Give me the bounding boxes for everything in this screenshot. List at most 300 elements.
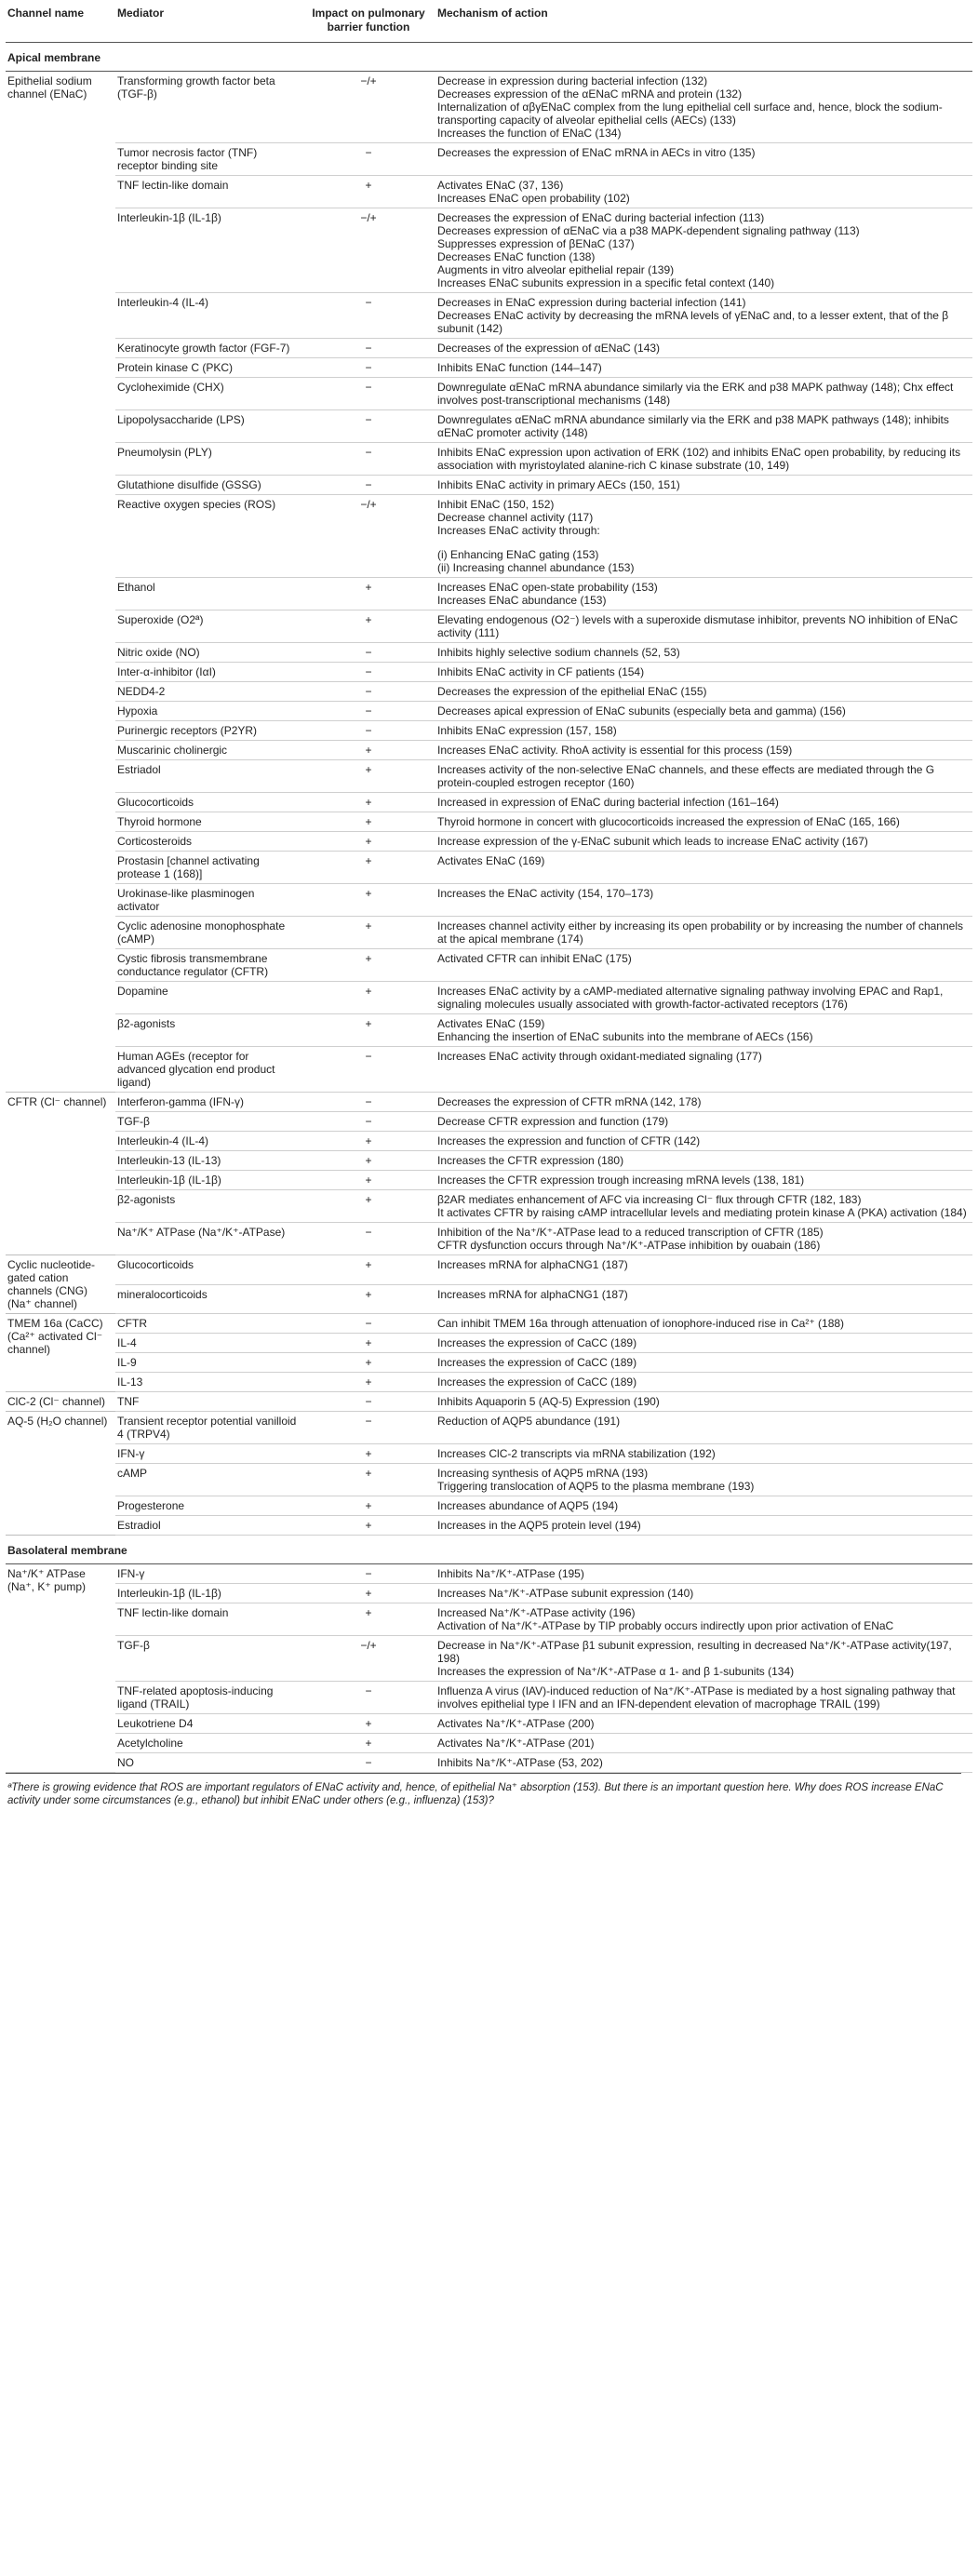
table-row	[6, 208, 972, 293]
mechanism-line: Inhibits ENaC expression upon activation of ERK (102) and inhibits ENaC open probability, by reducing its association with myristoylated alanine-rich C kinase substrate (10, 149)	[437, 446, 961, 472]
impact-cell: −	[305, 663, 435, 682]
mediator-cell: NEDD4-2	[115, 682, 305, 702]
table-row	[6, 495, 972, 578]
mechanism-line: Increases ENaC abundance (153)	[437, 594, 607, 607]
mechanism-cell	[435, 1444, 972, 1464]
table-row	[6, 476, 972, 495]
impact-cell: −	[305, 1093, 435, 1112]
table-row	[6, 1334, 972, 1353]
impact-cell: +	[305, 949, 435, 982]
mechanism-cell	[435, 682, 972, 702]
mechanism-line: Thyroid hormone in concert with glucocorticoids increased the expression of ENaC (165, 166)	[437, 815, 900, 828]
table-row	[6, 1464, 972, 1496]
table-row	[6, 1734, 972, 1753]
mechanism-line: (i) Enhancing ENaC gating (153)	[437, 548, 599, 561]
table-row	[6, 443, 972, 476]
mechanism-line: Decreases expression of the αENaC mRNA and protein (132)	[437, 87, 743, 101]
mechanism-cell	[435, 410, 972, 443]
mechanism-line: Increases ENaC activity. RhoA activity is essential for this process (159)	[437, 744, 793, 757]
mechanism-line: Increases ENaC activity through:	[437, 524, 600, 537]
mediator-cell: Leukotriene D4	[115, 1714, 305, 1734]
mediator-cell: Glucocorticoids	[115, 1255, 305, 1285]
mechanism-line: Decrease in expression during bacterial infection (132)	[437, 74, 708, 87]
table-row	[6, 1753, 972, 1773]
mediator-cell: cAMP	[115, 1464, 305, 1496]
header-channel: Channel name	[6, 0, 115, 43]
mediator-cell: Lipopolysaccharide (LPS)	[115, 410, 305, 443]
impact-cell: +	[305, 884, 435, 917]
impact-cell: −/+	[305, 208, 435, 293]
mechanism-cell	[435, 1714, 972, 1734]
mechanism-line: Increase expression of the γ-ENaC subunit which leads to increase ENaC activity (167)	[437, 835, 868, 848]
table-row	[6, 1014, 972, 1047]
mechanism-cell	[435, 917, 972, 949]
impact-cell: −	[305, 702, 435, 721]
impact-cell: +	[305, 1714, 435, 1734]
table-row	[6, 1584, 972, 1603]
mechanism-cell	[435, 72, 972, 143]
impact-cell: +	[305, 982, 435, 1014]
mechanism-line: Activates ENaC (169)	[437, 854, 545, 867]
mediator-cell: Keratinocyte growth factor (FGF-7)	[115, 339, 305, 358]
mediator-cell: Interleukin-1β (IL-1β)	[115, 1171, 305, 1190]
mediator-cell: Estradiol	[115, 1516, 305, 1536]
table-row	[6, 72, 972, 143]
mechanism-cell	[435, 1132, 972, 1151]
header-mechanism: Mechanism of action	[435, 0, 972, 43]
mechanism-cell	[435, 358, 972, 378]
mechanism-line: (ii) Increasing channel abundance (153)	[437, 561, 635, 574]
mechanism-line: Increases Na⁺/K⁺-ATPase subunit expression (140)	[437, 1587, 694, 1600]
section-title: Basolateral membrane	[6, 1536, 972, 1564]
table-row	[6, 1284, 972, 1314]
mechanism-cell	[435, 721, 972, 741]
impact-cell: +	[305, 760, 435, 793]
impact-cell: +	[305, 610, 435, 643]
mechanism-cell	[435, 852, 972, 884]
table-row	[6, 1496, 972, 1516]
mediator-cell: Cystic fibrosis transmembrane conductance regulator (CFTR)	[115, 949, 305, 982]
mechanism-cell	[435, 293, 972, 339]
mechanism-cell	[435, 208, 972, 293]
mechanism-cell	[435, 1516, 972, 1536]
mechanism-cell	[435, 949, 972, 982]
mediator-cell: Glucocorticoids	[115, 793, 305, 812]
impact-cell: +	[305, 1255, 435, 1285]
mechanism-line: Increases channel activity either by increasing its open probability or by increasing the number of channels at the apical membrane (174)	[437, 919, 963, 946]
mechanism-cell	[435, 1223, 972, 1255]
table-row	[6, 1516, 972, 1536]
mechanism-cell	[435, 1636, 972, 1682]
impact-cell: +	[305, 832, 435, 852]
table-row	[6, 339, 972, 358]
mechanism-cell	[435, 982, 972, 1014]
channel-name-cell: CFTR (Cl⁻ channel)	[6, 1093, 115, 1255]
mechanism-cell	[435, 760, 972, 793]
mediator-cell: Interleukin-13 (IL-13)	[115, 1151, 305, 1171]
table-row	[6, 1190, 972, 1223]
mediator-cell: TNF-related apoptosis-inducing ligand (TRAIL)	[115, 1682, 305, 1714]
mechanism-cell	[435, 1047, 972, 1093]
mechanism-cell	[435, 1412, 972, 1444]
mechanism-cell	[435, 578, 972, 610]
mechanism-cell	[435, 1584, 972, 1603]
impact-cell: +	[305, 812, 435, 832]
mechanism-line: Inhibit ENaC (150, 152)	[437, 498, 555, 511]
mechanism-line: Increased Na⁺/K⁺-ATPase activity (196)	[437, 1606, 636, 1619]
section-title: Apical membrane	[6, 43, 972, 72]
mechanism-cell	[435, 702, 972, 721]
mechanism-line: Inhibits ENaC function (144–147)	[437, 361, 602, 374]
table-row	[6, 1714, 972, 1734]
impact-cell: +	[305, 578, 435, 610]
table-row	[6, 812, 972, 832]
mechanism-line: Increases ENaC open-state probability (153)	[437, 581, 658, 594]
table-row	[6, 1682, 972, 1714]
mediator-cell: Human AGEs (receptor for advanced glycation end product ligand)	[115, 1047, 305, 1093]
mediator-cell: IL-9	[115, 1353, 305, 1373]
mediator-cell: IL-13	[115, 1373, 305, 1392]
mechanism-cell	[435, 1682, 972, 1714]
impact-cell: +	[305, 917, 435, 949]
mechanism-line: Inhibits Na⁺/K⁺-ATPase (53, 202)	[437, 1756, 603, 1769]
mechanism-line: Decreases the expression of CFTR mRNA (142, 178)	[437, 1095, 702, 1108]
mediator-cell: Purinergic receptors (P2YR)	[115, 721, 305, 741]
table-row	[6, 1603, 972, 1636]
impact-cell: +	[305, 1151, 435, 1171]
mechanism-cell	[435, 443, 972, 476]
mechanism-cell	[435, 1564, 972, 1584]
section-row	[6, 43, 972, 72]
mechanism-cell	[435, 1093, 972, 1112]
mediator-cell: Transient receptor potential vanilloid 4 (TRPV4)	[115, 1412, 305, 1444]
mechanism-line: Increases the expression of CaCC (189)	[437, 1356, 637, 1369]
impact-cell: −	[305, 1682, 435, 1714]
impact-cell: −	[305, 1112, 435, 1132]
mechanism-cell	[435, 1284, 972, 1314]
impact-cell: +	[305, 1284, 435, 1314]
mediator-cell: Glutathione disulfide (GSSG)	[115, 476, 305, 495]
mechanism-cell	[435, 1314, 972, 1334]
impact-cell: −/+	[305, 72, 435, 143]
mechanism-cell	[435, 1334, 972, 1353]
table-row	[6, 721, 972, 741]
mechanism-line: Downregulate αENaC mRNA abundance similarly via the ERK and p38 MAPK pathway (148); Chx effect involves post-transcriptional mechanisms (148)	[437, 381, 954, 407]
table-row	[6, 793, 972, 812]
mechanism-line: Activated CFTR can inhibit ENaC (175)	[437, 952, 632, 965]
mechanism-line: Decrease in Na⁺/K⁺-ATPase β1 subunit expression, resulting in decreased Na⁺/K⁺-ATPase activity(197, 198)	[437, 1639, 952, 1665]
mediator-cell: Interleukin-1β (IL-1β)	[115, 1584, 305, 1603]
table-row	[6, 1112, 972, 1132]
table-row	[6, 1314, 972, 1334]
mechanism-line: β2AR mediates enhancement of AFC via increasing Cl⁻ flux through CFTR (182, 183)	[437, 1193, 862, 1206]
mechanism-line: Increases abundance of AQP5 (194)	[437, 1499, 619, 1512]
mechanism-line: Increases mRNA for alphaCNG1 (187)	[437, 1258, 628, 1271]
table-header	[6, 0, 972, 43]
impact-cell: −/+	[305, 495, 435, 578]
mechanism-line: Inhibits Aquaporin 5 (AQ-5) Expression (190)	[437, 1395, 660, 1408]
mechanism-cell	[435, 663, 972, 682]
mechanism-line: Reduction of AQP5 abundance (191)	[437, 1415, 621, 1428]
table-row	[6, 1255, 972, 1285]
impact-cell: +	[305, 1584, 435, 1603]
mechanism-line: Increases ENaC activity through oxidant-mediated signaling (177)	[437, 1050, 762, 1063]
mediator-cell: β2-agonists	[115, 1190, 305, 1223]
table-row	[6, 1373, 972, 1392]
impact-cell: +	[305, 1734, 435, 1753]
mechanism-line: Triggering translocation of AQP5 to the plasma membrane (193)	[437, 1480, 755, 1493]
mediator-cell: TNF lectin-like domain	[115, 1603, 305, 1636]
mediator-cell: Thyroid hormone	[115, 812, 305, 832]
mechanism-cell	[435, 741, 972, 760]
table-row	[6, 358, 972, 378]
table-row	[6, 702, 972, 721]
mechanism-line: Inhibits Na⁺/K⁺-ATPase (195)	[437, 1567, 584, 1580]
impact-cell: +	[305, 1132, 435, 1151]
table-row	[6, 1353, 972, 1373]
table-row	[6, 682, 972, 702]
table-row	[6, 1412, 972, 1444]
impact-cell: +	[305, 1373, 435, 1392]
mechanism-cell	[435, 1171, 972, 1190]
mediator-cell: Inter-α-inhibitor (IαI)	[115, 663, 305, 682]
mediator-cell: Protein kinase C (PKC)	[115, 358, 305, 378]
mechanism-cell	[435, 832, 972, 852]
mechanism-cell	[435, 1496, 972, 1516]
impact-cell: −	[305, 682, 435, 702]
mediator-cell: NO	[115, 1753, 305, 1773]
mechanism-line: Decreases in ENaC expression during bacterial infection (141)	[437, 296, 746, 309]
impact-cell: +	[305, 1603, 435, 1636]
table-row	[6, 982, 972, 1014]
mechanism-cell	[435, 1392, 972, 1412]
impact-cell: −	[305, 1564, 435, 1584]
impact-cell: −	[305, 1392, 435, 1412]
impact-cell: −	[305, 721, 435, 741]
mechanism-line: Activates ENaC (37, 136)	[437, 179, 564, 192]
impact-cell: −	[305, 1047, 435, 1093]
mechanism-line: Decreases apical expression of ENaC subunits (especially beta and gamma) (156)	[437, 704, 846, 718]
mediator-cell: Interleukin-1β (IL-1β)	[115, 208, 305, 293]
mechanism-cell	[435, 1112, 972, 1132]
table-row	[6, 610, 972, 643]
mechanism-line: Increases the function of ENaC (134)	[437, 127, 622, 140]
mechanism-line: Decreases the expression of ENaC during bacterial infection (113)	[437, 211, 765, 224]
mediator-cell: Nitric oxide (NO)	[115, 643, 305, 663]
table-row	[6, 176, 972, 208]
table-row	[6, 643, 972, 663]
mechanism-cell	[435, 1190, 972, 1223]
mechanism-line: Increases ClC-2 transcripts via mRNA stabilization (192)	[437, 1447, 716, 1460]
mechanism-line: Increases the ENaC activity (154, 170–173)	[437, 887, 654, 900]
mechanism-cell	[435, 812, 972, 832]
mechanism-line: CFTR dysfunction occurs through Na⁺/K⁺-ATPase inhibition by ouabain (186)	[437, 1239, 821, 1252]
mechanism-line: Activation of Na⁺/K⁺-ATPase by TIP probably occurs indirectly upon prior activation of ENaC	[437, 1619, 894, 1632]
table-footnote: ªThere is growing evidence that ROS are important regulators of ENaC activity and, hence, of epithelial Na⁺ absorption (153). But there is an important question here. Why does ROS increase ENaC activity under some circumstances (e.g., ethanol) but inhibit ENaC under others (e.g., influenza) (153)?	[6, 1773, 961, 1811]
mediator-cell: Pneumolysin (PLY)	[115, 443, 305, 476]
mediator-cell: Dopamine	[115, 982, 305, 1014]
table-row	[6, 1171, 972, 1190]
impact-cell: +	[305, 1190, 435, 1223]
mechanism-line: Increases the expression of CaCC (189)	[437, 1336, 637, 1349]
table-row	[6, 663, 972, 682]
mechanism-line: Augments in vitro alveolar epithelial repair (139)	[437, 263, 675, 276]
mechanism-line: Increases the expression and function of CFTR (142)	[437, 1134, 701, 1147]
mechanism-cell	[435, 476, 972, 495]
mechanism-line: Decrease CFTR expression and function (179)	[437, 1115, 669, 1128]
mediator-cell: Muscarinic cholinergic	[115, 741, 305, 760]
mediator-cell: IFN-γ	[115, 1444, 305, 1464]
channel-name-cell: Epithelial sodium channel (ENaC)	[6, 72, 115, 1093]
mechanism-cell	[435, 884, 972, 917]
table-row	[6, 852, 972, 884]
impact-cell: −	[305, 1412, 435, 1444]
mechanism-line: Decreases of the expression of αENaC (143)	[437, 342, 661, 355]
mechanism-cell	[435, 1753, 972, 1773]
mediator-cell: IFN-γ	[115, 1564, 305, 1584]
mediator-cell: TNF	[115, 1392, 305, 1412]
table-row	[6, 410, 972, 443]
impact-cell: +	[305, 176, 435, 208]
mechanism-line: Inhibits ENaC activity in primary AECs (150, 151)	[437, 478, 680, 491]
table-row	[6, 1093, 972, 1112]
mechanism-cell	[435, 1734, 972, 1753]
table-row	[6, 917, 972, 949]
mechanism-cell	[435, 793, 972, 812]
mechanism-cell	[435, 378, 972, 410]
mediator-cell: Interleukin-4 (IL-4)	[115, 1132, 305, 1151]
table-body	[6, 43, 972, 1773]
mediator-cell: TNF lectin-like domain	[115, 176, 305, 208]
impact-cell: −	[305, 378, 435, 410]
header-impact: Impact on pulmonary barrier function	[305, 0, 435, 43]
mechanism-line: Increases the expression of Na⁺/K⁺-ATPase α 1- and β 1-subunits (134)	[437, 1665, 795, 1678]
impact-cell: +	[305, 852, 435, 884]
table-row	[6, 832, 972, 852]
mechanism-line: Can inhibit TMEM 16a through attenuation of ionophore-induced rise in Ca²⁺ (188)	[437, 1317, 845, 1330]
table-row	[6, 949, 972, 982]
impact-cell: +	[305, 1171, 435, 1190]
channel-name-cell: Na⁺/K⁺ ATPase (Na⁺, K⁺ pump)	[6, 1564, 115, 1773]
mechanism-cell	[435, 1603, 972, 1636]
impact-cell: +	[305, 1334, 435, 1353]
mechanism-line: Decreases the expression of ENaC mRNA in AECs in vitro (135)	[437, 146, 756, 159]
mechanism-line: Decreases the expression of the epithelial ENaC (155)	[437, 685, 707, 698]
mechanism-line: Decreases ENaC function (138)	[437, 250, 596, 263]
mediator-cell: β2-agonists	[115, 1014, 305, 1047]
mechanism-line: Decreases expression of αENaC via a p38 MAPK-dependent signaling pathway (113)	[437, 224, 860, 237]
mediator-cell: Tumor necrosis factor (TNF) receptor binding site	[115, 143, 305, 176]
impact-cell: +	[305, 1353, 435, 1373]
mediator-cell: Cyclic adenosine monophosphate (cAMP)	[115, 917, 305, 949]
mechanism-line: Increasing synthesis of AQP5 mRNA (193)	[437, 1467, 649, 1480]
mediator-cell: TGF-β	[115, 1112, 305, 1132]
mechanism-line: Internalization of αβγENaC complex from the lung epithelial cell surface and, hence, block the sodium-transporting capacity of alveolar epithelial cells (AECs) (133)	[437, 101, 943, 127]
table-row	[6, 1564, 972, 1584]
mechanism-line: Inhibits ENaC expression (157, 158)	[437, 724, 617, 737]
mechanism-line	[437, 537, 967, 548]
table-row	[6, 578, 972, 610]
section-row	[6, 1536, 972, 1564]
mechanism-line: Suppresses expression of βENaC (137)	[437, 237, 635, 250]
channels-mediators-table	[6, 0, 972, 1773]
mechanism-line: Increases in the AQP5 protein level (194)	[437, 1519, 641, 1532]
table-row	[6, 378, 972, 410]
table-row	[6, 1392, 972, 1412]
mechanism-cell	[435, 1373, 972, 1392]
mechanism-line: Inhibits ENaC activity in CF patients (154)	[437, 665, 645, 678]
mediator-cell: Cycloheximide (CHX)	[115, 378, 305, 410]
mechanism-line: Inhibits highly selective sodium channels (52, 53)	[437, 646, 680, 659]
impact-cell: −	[305, 643, 435, 663]
mechanism-cell	[435, 1353, 972, 1373]
mechanism-line: Increases mRNA for alphaCNG1 (187)	[437, 1287, 628, 1301]
mediator-cell: Reactive oxygen species (ROS)	[115, 495, 305, 578]
table-row	[6, 293, 972, 339]
impact-cell: −	[305, 293, 435, 339]
table-row	[6, 1047, 972, 1093]
mediator-cell: Transforming growth factor beta (TGF-β)	[115, 72, 305, 143]
mechanism-cell	[435, 1464, 972, 1496]
mediator-cell: Ethanol	[115, 578, 305, 610]
mediator-cell: Acetylcholine	[115, 1734, 305, 1753]
impact-cell: −/+	[305, 1636, 435, 1682]
mechanism-line: Increases ENaC open probability (102)	[437, 192, 630, 205]
mechanism-line: Downregulates αENaC mRNA abundance similarly via the ERK and p38 MAPK pathways (148); inhibits αENaC promoter activity (148)	[437, 413, 949, 439]
mechanism-line: Decreases ENaC activity by decreasing the mRNA levels of γENaC and, to a lesser extent, that of the β subunit (142)	[437, 309, 949, 335]
mediator-cell: Estriadol	[115, 760, 305, 793]
mediator-cell: Superoxide (O2ª)	[115, 610, 305, 643]
mechanism-cell	[435, 610, 972, 643]
mechanism-line: Influenza A virus (IAV)-induced reduction of Na⁺/K⁺-ATPase is mediated by a host signaling pathway that involves epithelial type I IFN and an IFN-dependent elevation of macrophage TRAIL (199)	[437, 1684, 956, 1711]
impact-cell: −	[305, 443, 435, 476]
mediator-cell: Na⁺/K⁺ ATPase (Na⁺/K⁺-ATPase)	[115, 1223, 305, 1255]
impact-cell: −	[305, 1223, 435, 1255]
impact-cell: +	[305, 741, 435, 760]
mechanism-line: Activates Na⁺/K⁺-ATPase (200)	[437, 1717, 595, 1730]
impact-cell: −	[305, 339, 435, 358]
table-row	[6, 143, 972, 176]
mechanism-line: Increases the CFTR expression trough increasing mRNA levels (138, 181)	[437, 1174, 805, 1187]
mediator-cell: Prostasin [channel activating protease 1 (168)]	[115, 852, 305, 884]
table-row	[6, 884, 972, 917]
mechanism-cell	[435, 1151, 972, 1171]
table-row	[6, 1151, 972, 1171]
impact-cell: −	[305, 1753, 435, 1773]
mechanism-line: It activates CFTR by raising cAMP intracellular levels and mediating protein kinase A (PKA) activation (184)	[437, 1206, 967, 1219]
mechanism-line: Elevating endogenous (O2⁻) levels with a superoxide dismutase inhibitor, prevents NO inhibition of ENaC activity (111)	[437, 613, 958, 639]
mediator-cell: Urokinase-like plasminogen activator	[115, 884, 305, 917]
impact-cell: +	[305, 1014, 435, 1047]
header-row	[6, 0, 972, 43]
mechanism-line: Inhibition of the Na⁺/K⁺-ATPase lead to a reduced transcription of CFTR (185)	[437, 1226, 824, 1239]
mediator-cell: IL-4	[115, 1334, 305, 1353]
mechanism-line: Increases ENaC activity by a cAMP-mediated alternative signaling pathway involving EPAC and Rap1, signaling molecules usually associated with growth-factor-activated receptors (176)	[437, 985, 944, 1011]
mechanism-line: Activates Na⁺/K⁺-ATPase (201)	[437, 1737, 595, 1750]
mechanism-line: Increases the CFTR expression (180)	[437, 1154, 624, 1167]
impact-cell: +	[305, 793, 435, 812]
impact-cell: −	[305, 1314, 435, 1334]
mediator-cell: mineralocorticoids	[115, 1284, 305, 1314]
impact-cell: +	[305, 1444, 435, 1464]
mechanism-line: Activates ENaC (159)	[437, 1017, 545, 1030]
mediator-cell: Hypoxia	[115, 702, 305, 721]
table-row	[6, 1444, 972, 1464]
mediator-cell: Interferon-gamma (IFN-γ)	[115, 1093, 305, 1112]
impact-cell: −	[305, 143, 435, 176]
mechanism-line: Decrease channel activity (117)	[437, 511, 594, 524]
mechanism-cell	[435, 495, 972, 578]
